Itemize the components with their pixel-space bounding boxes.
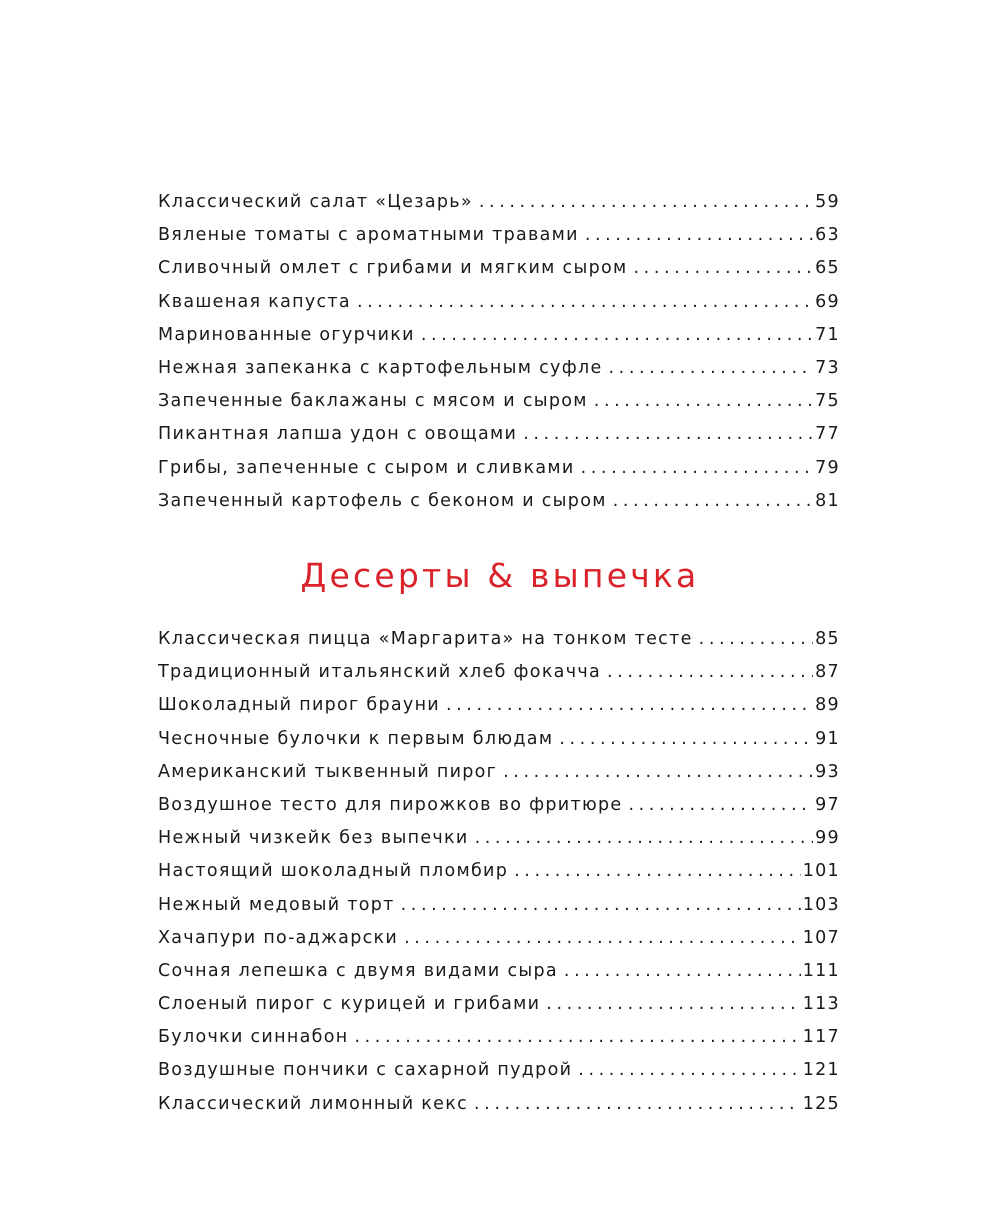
toc-entry-page: 91 — [815, 728, 840, 749]
toc-entry-page: 79 — [815, 457, 840, 478]
toc-entry-title: Хачапури по-аджарски — [158, 927, 399, 948]
dot-leader — [503, 756, 813, 789]
toc-entry-title: Сливочный омлет с грибами и мягким сыром — [158, 258, 628, 279]
dot-leader — [699, 623, 813, 656]
toc-entry-title: Слоеный пирог с курицей и грибами — [158, 994, 541, 1015]
toc-entry[interactable] — [158, 219, 840, 252]
toc-entry-page: 99 — [815, 828, 840, 849]
toc-entry-page: 73 — [815, 357, 840, 378]
toc-entry[interactable] — [158, 623, 840, 656]
dot-leader — [421, 319, 813, 352]
toc-entry-title: Запеченные баклажаны с мясом и сыром — [158, 391, 588, 412]
dot-leader — [607, 656, 813, 689]
toc-list-desserts — [158, 623, 840, 1121]
toc-entry-title: Квашеная капуста — [158, 291, 351, 312]
toc-entry[interactable] — [158, 689, 840, 722]
dot-leader — [581, 452, 814, 485]
toc-entry-title: Нежная запеканка с картофельным суфле — [158, 357, 603, 378]
toc-entry-title: Классический салат «Цезарь» — [158, 192, 473, 212]
toc-entry-page: 113 — [802, 994, 840, 1015]
toc-entry-title: Нежный чизкейк без выпечки — [158, 828, 469, 849]
dot-leader — [523, 418, 813, 451]
toc-entry-title: Грибы, запеченные с сыром и сливками — [158, 457, 575, 478]
dot-leader — [404, 922, 801, 955]
dot-leader — [634, 252, 814, 285]
toc-entry-title: Классический лимонный кекс — [158, 1093, 468, 1114]
toc-entry-title: Воздушное тесто для пирожков во фритюре — [158, 794, 623, 815]
toc-entry-title: Пикантная лапша удон с овощами — [158, 424, 518, 445]
toc-entry[interactable] — [158, 822, 840, 855]
toc-entry[interactable] — [158, 485, 840, 518]
toc-entry[interactable] — [158, 1021, 840, 1054]
toc-entry-title: Нежный медовый торт — [158, 894, 395, 915]
dot-leader — [564, 955, 801, 988]
toc-entry[interactable] — [158, 789, 840, 822]
toc-entry[interactable] — [158, 352, 840, 385]
dot-leader — [401, 889, 801, 922]
toc-entry-title: Классическая пицца «Маргарита» на тонком тесте — [158, 629, 693, 649]
toc-entry[interactable] — [158, 186, 840, 219]
toc-entry-page: 117 — [802, 1027, 840, 1048]
toc-entry-title: Вяленые томаты с ароматными травами — [158, 225, 579, 246]
dot-leader — [474, 1088, 801, 1121]
dot-leader — [594, 385, 813, 418]
toc-entry[interactable] — [158, 452, 840, 485]
toc-entry-page: 97 — [815, 794, 840, 815]
toc-entry-title: Настоящий шоколадный пломбир — [158, 861, 509, 882]
toc-entry-title: Шоколадный пирог брауни — [158, 695, 440, 716]
dot-leader — [585, 219, 813, 252]
toc-entry-page: 121 — [802, 1060, 840, 1081]
toc-entry[interactable] — [158, 889, 840, 922]
toc-entry-page: 63 — [815, 225, 840, 246]
toc-entry-title: Булочки синнабон — [158, 1027, 349, 1048]
dot-leader — [475, 822, 814, 855]
toc-entry-page: 75 — [815, 391, 840, 412]
toc-entry[interactable] — [158, 252, 840, 285]
dot-leader — [578, 1054, 800, 1087]
dot-leader — [609, 352, 814, 385]
dot-leader — [446, 689, 813, 722]
dot-leader — [479, 186, 813, 219]
toc-entry-page: 69 — [815, 291, 840, 312]
toc-entry[interactable] — [158, 1054, 840, 1087]
toc-entry-page: 59 — [815, 192, 840, 212]
toc-entry[interactable] — [158, 723, 840, 756]
toc-entry-title: Маринованные огурчики — [158, 324, 415, 345]
dot-leader — [546, 988, 800, 1021]
toc-entry[interactable] — [158, 988, 840, 1021]
toc-entry[interactable] — [158, 385, 840, 418]
toc-entry[interactable] — [158, 855, 840, 888]
dot-leader — [514, 855, 801, 888]
dot-leader — [613, 485, 813, 518]
toc-entry[interactable] — [158, 1088, 840, 1121]
dot-leader — [559, 723, 813, 756]
toc-entry[interactable] — [158, 418, 840, 451]
toc-entry-page: 93 — [815, 761, 840, 782]
toc-entry[interactable] — [158, 286, 840, 319]
toc-entry[interactable] — [158, 756, 840, 789]
toc-entry-page: 125 — [802, 1093, 840, 1114]
toc-entry-page: 103 — [802, 894, 840, 915]
toc-entry-title: Сочная лепешка с двумя видами сыра — [158, 960, 558, 981]
toc-list-recipes — [158, 186, 840, 518]
toc-entry-title: Американский тыквенный пирог — [158, 761, 498, 782]
dot-leader — [354, 1021, 800, 1054]
toc-entry[interactable] — [158, 656, 840, 689]
section-heading: Десерты & выпечка — [300, 556, 700, 595]
toc-entry-page: 65 — [815, 258, 840, 279]
toc-entry[interactable] — [158, 319, 840, 352]
toc-entry-page: 101 — [802, 861, 840, 882]
toc-entry-page: 71 — [815, 324, 840, 345]
toc-entry-page: 87 — [815, 662, 840, 683]
toc-entry-title: Запеченный картофель с беконом и сыром — [158, 490, 607, 511]
dot-leader — [357, 286, 813, 319]
toc-entry-page: 111 — [802, 960, 840, 981]
toc-entry-page: 89 — [815, 695, 840, 716]
toc-entry-title: Традиционный итальянский хлеб фокачча — [158, 662, 602, 683]
toc-entry-page: 107 — [802, 927, 840, 948]
toc-entry-page: 85 — [815, 629, 840, 649]
dot-leader — [628, 789, 813, 822]
toc-entry-page: 77 — [815, 424, 840, 445]
toc-entry[interactable] — [158, 922, 840, 955]
toc-entry[interactable] — [158, 955, 840, 988]
toc-entry-title: Воздушные пончики с сахарной пудрой — [158, 1060, 573, 1081]
toc-entry-title: Чесночные булочки к первым блюдам — [158, 728, 554, 749]
toc-entry-page: 81 — [815, 490, 840, 511]
